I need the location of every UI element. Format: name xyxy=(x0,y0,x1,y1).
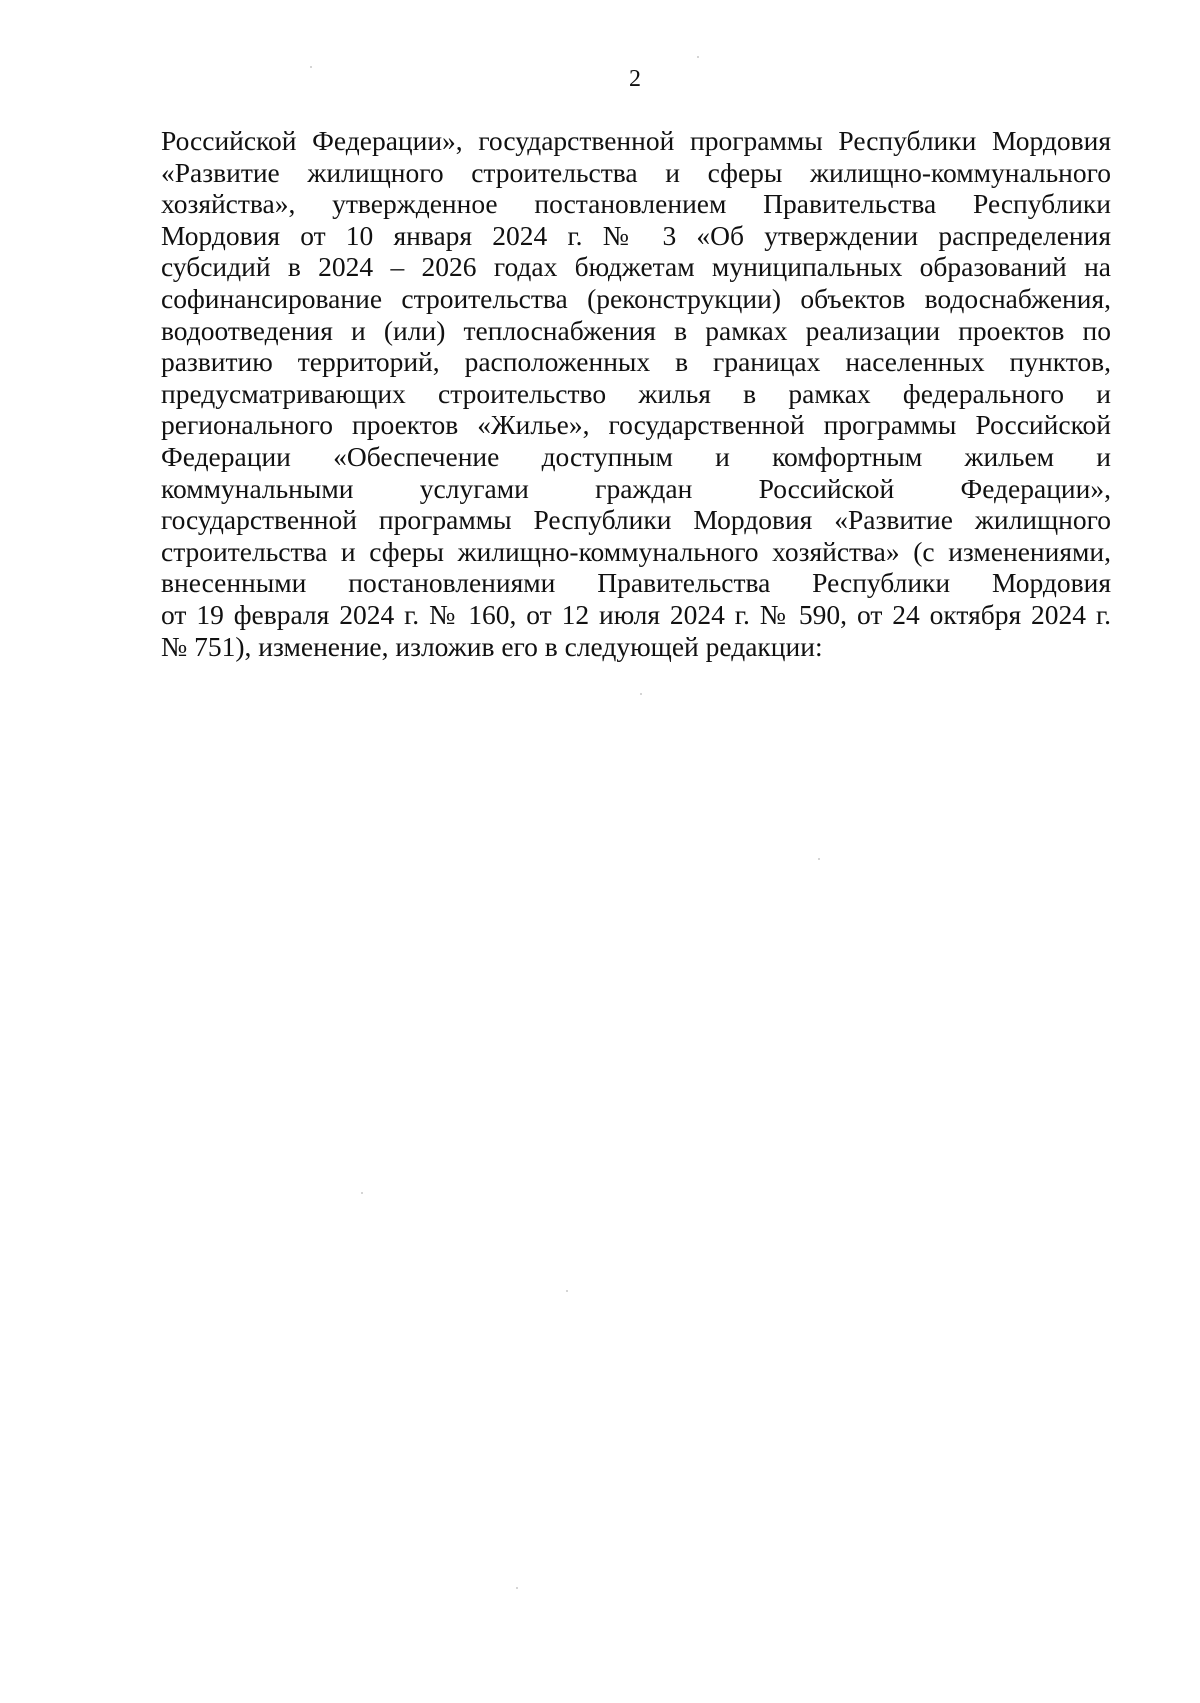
page-number: 2 xyxy=(629,66,641,92)
text-line: Мордовия от 10 января 2024 г. № 3 «Об утверждении распределения xyxy=(161,219,1111,251)
text-line: предусматривающих строительство жилья в рамках федерального и xyxy=(161,377,1111,409)
text-line: государственной программы Республики Мордовия «Развитие жилищного xyxy=(161,504,1111,536)
text-line: хозяйства», утвержденное постановлением Правительства Республики xyxy=(161,188,1111,220)
text-line: регионального проектов «Жилье», государственной программы Российской xyxy=(161,409,1111,441)
text-line: Российской Федерации», государственной программы Республики Мордовия xyxy=(161,125,1111,156)
text-line: коммунальными услугами граждан Российской Федерации», xyxy=(161,472,1111,504)
scan-speck xyxy=(640,693,642,695)
text-line: от 19 февраля 2024 г. № 160, от 12 июля 2024 г. № 590, от 24 октября 2024 г. xyxy=(161,598,1111,630)
body-paragraph xyxy=(161,125,1111,662)
text-line: субсидий в 2024 – 2026 годах бюджетам муниципальных образований на xyxy=(161,251,1111,283)
text-line: софинансирование строительства (реконструкции) объектов водоснабжения, xyxy=(161,282,1111,314)
text-line: № 751), изменение, изложив его в следующей редакции: xyxy=(161,630,823,662)
scan-speck xyxy=(818,858,820,860)
text-line: Федерации «Обеспечение доступным и комфортным жильем и xyxy=(161,440,1111,472)
text-line: водоотведения и (или) теплоснабжения в рамках реализации проектов по xyxy=(161,314,1111,346)
scan-speck xyxy=(516,1587,518,1589)
scan-speck xyxy=(697,56,699,58)
scan-speck xyxy=(566,1290,568,1292)
text-line: «Развитие жилищного строительства и сферы жилищно-коммунального xyxy=(161,156,1111,188)
text-line: внесенными постановлениями Правительства Республики Мордовия xyxy=(161,567,1111,599)
text-line: развитию территорий, расположенных в границах населенных пунктов, xyxy=(161,346,1111,378)
scan-speck xyxy=(361,1192,363,1194)
scan-speck xyxy=(310,66,312,68)
text-line: строительства и сферы жилищно-коммунального хозяйства» (с изменениями, xyxy=(161,535,1111,567)
